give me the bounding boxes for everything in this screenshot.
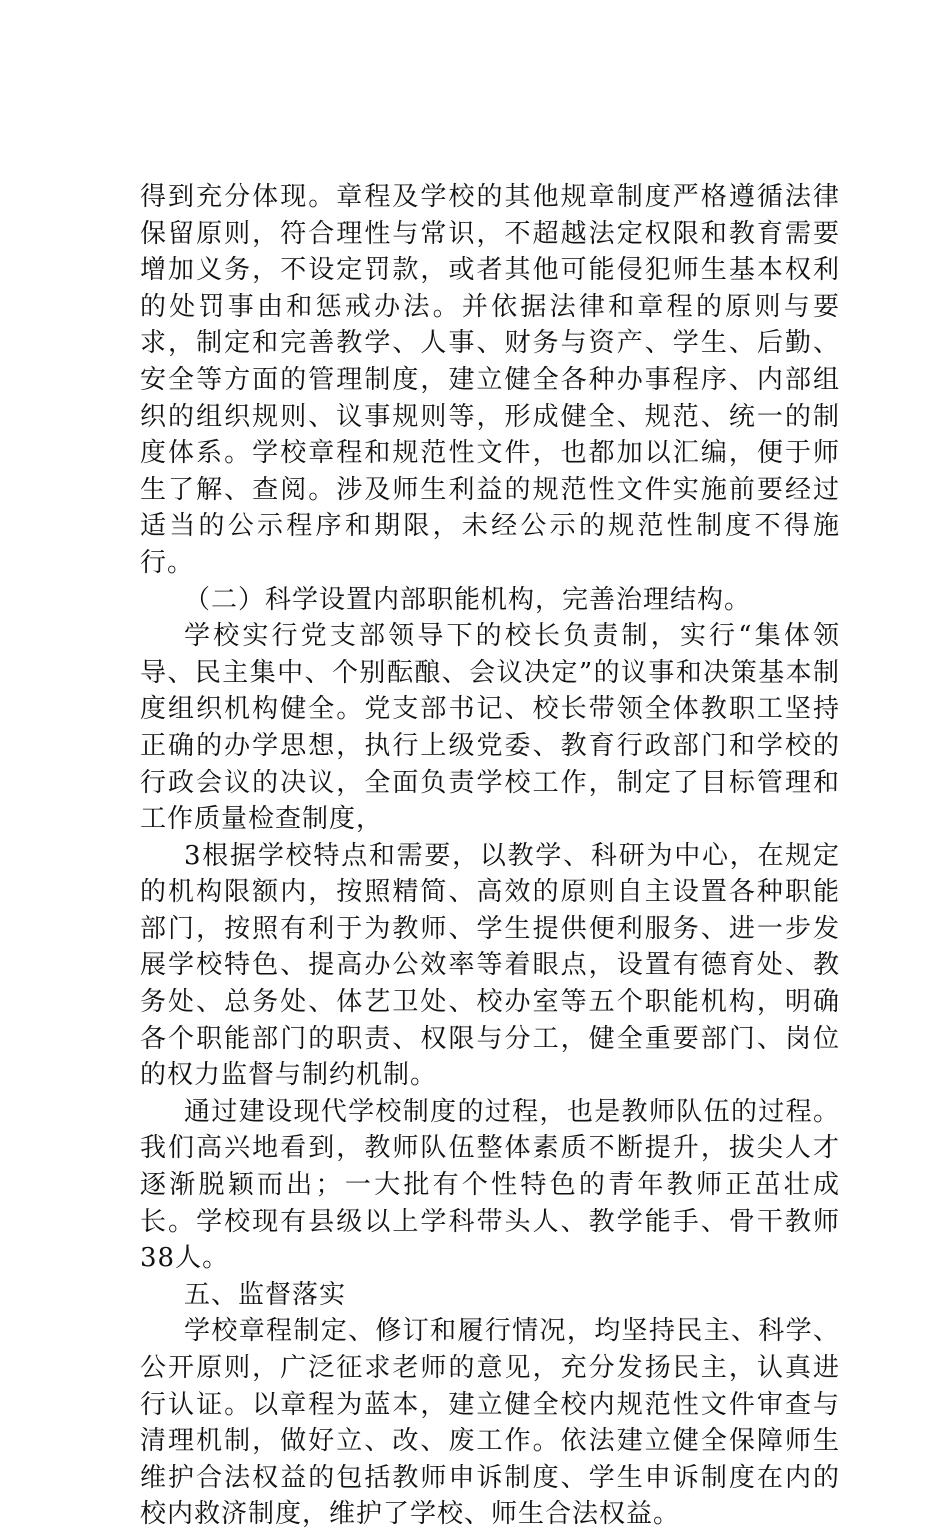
document-body	[140, 179, 840, 1533]
paragraph-teacher-team: 通过建设现代学校制度的过程，也是教师队伍的过程。我们高兴地看到，教师队伍整体素质不断提升，拔尖人才逐渐脱颖而出；一大批有个性特色的青年教师正茁壮成长。学校现有县级以上学科带头人、教学能手、骨干教师38人。	[140, 1096, 840, 1274]
paragraph-principal-responsibility: 学校实行党支部领导下的校长负责制，实行“集体领导、民主集中、个别酝酿、会议决定”的议事和决策基本制度组织机构健全。党支部书记、校长带领全体教职工坚持正确的办学思想，执行上级党委、教育行政部门和学校的行政会议的决议，全面负责学校工作，制定了目标管理和工作质量检查制度，	[140, 621, 840, 835]
section-heading-supervision: 五、监督落实	[184, 1279, 347, 1310]
paragraph-supervision-details: 学校章程制定、修订和履行情况，均坚持民主、科学、公开原则，广泛征求老师的意见，充分发扬民主，认真进行认证。以章程为蓝本，建立健全校内规范性文件审查与清理机制，做好立、改、废工作。依法建立健全保障师生维护合法权益的包括教师申诉制度、学生申诉制度在内的校内救济制度，维护了学校、师生合法权益。	[140, 1316, 840, 1530]
paragraph-functional-departments: 3根据学校特点和需要，以教学、科研为中心，在规定的机构限额内，按照精简、高效的原则自主设置各种职能部门，按照有利于为教师、学生提供便利服务、进一步发展学校特色、提高办公效率等着眼点，设置有德育处、教务处、总务处、体艺卫处、校办室等五个职能机构，明确各个职能部门的职责、权限与分工，健全重要部门、岗位的权力监督与制约机制。	[140, 840, 840, 1091]
paragraph-rule-compliance: 得到充分体现。章程及学校的其他规章制度严格遵循法律保留原则，符合理性与常识，不超越法定权限和教育需要增加义务，不设定罚款，或者其他可能侵犯师生基本权利的处罚事由和惩戒办法。并依据法律和章程的原则与要求，制定和完善教学、人事、财务与资产、学生、后勤、安全等方面的管理制度，建立健全各种办事程序、内部组织的组织规则、议事规则等，形成健全、规范、统一的制度体系。学校章程和规范性文件，也都加以汇编，便于师生了解、查阅。涉及师生利益的规范性文件实施前要经过适当的公示程序和期限，未经公示的规范性制度不得施行。	[140, 182, 840, 578]
section-heading-internal-structure: （二）科学设置内部职能机构，完善治理结构。	[184, 584, 752, 615]
